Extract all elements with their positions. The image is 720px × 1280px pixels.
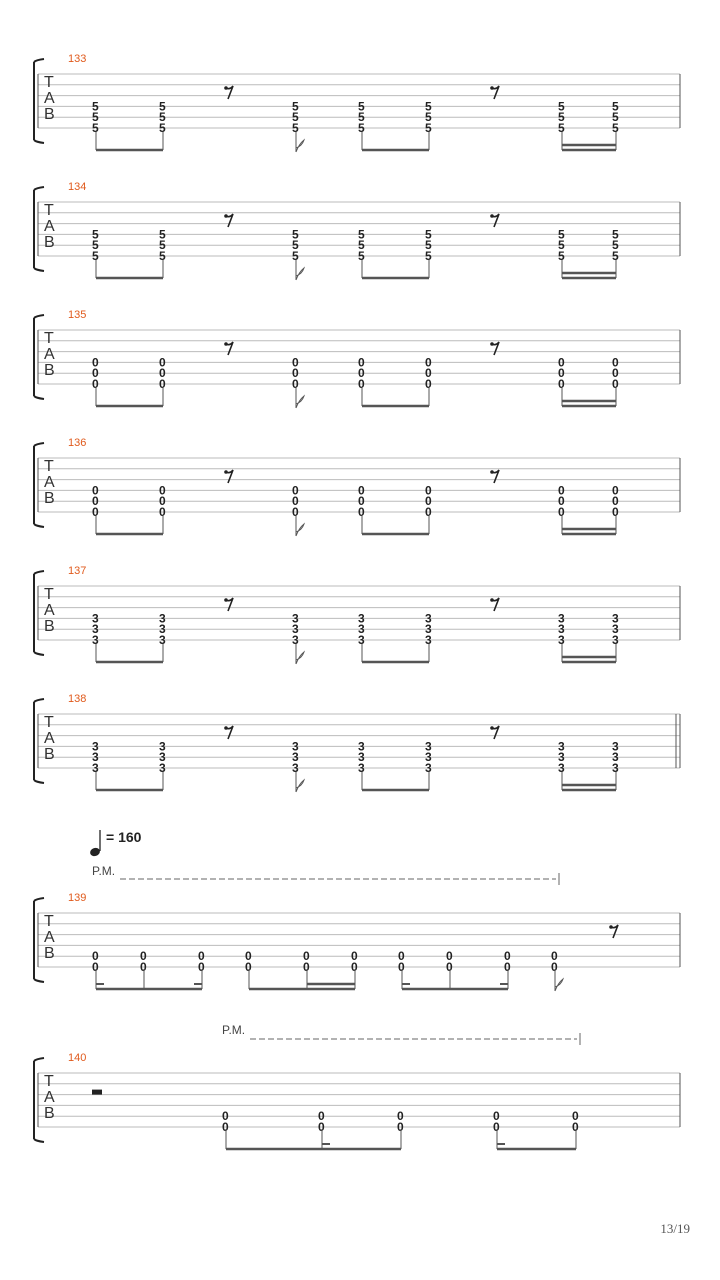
fret-number: 0 xyxy=(222,1120,229,1134)
fret-number: 0 xyxy=(558,494,565,509)
fret-number: 5 xyxy=(612,238,619,253)
eighth-rest-dot xyxy=(490,86,494,90)
fret-number: 0 xyxy=(358,366,365,381)
tab-clef-letter: T xyxy=(44,202,54,219)
fret-number: 0 xyxy=(612,355,619,370)
fret-number: 0 xyxy=(358,483,365,498)
fret-number: 5 xyxy=(358,249,365,263)
fret-number: 3 xyxy=(292,611,299,626)
fret-number: 0 xyxy=(140,949,147,964)
fret-number: 0 xyxy=(198,960,205,974)
tab-clef-letter: T xyxy=(44,330,54,347)
system-136 xyxy=(34,437,680,536)
fret-number: 5 xyxy=(92,110,99,125)
system-bracket xyxy=(34,898,44,982)
system-138 xyxy=(34,693,680,792)
fret-number: 5 xyxy=(612,110,619,125)
fret-number: 3 xyxy=(292,761,299,775)
measure-number: 136 xyxy=(68,437,87,449)
fret-number: 3 xyxy=(558,622,565,637)
fret-number: 3 xyxy=(612,611,619,626)
tab-clef-letter: B xyxy=(44,106,55,123)
tab-clef-letter: A xyxy=(44,90,55,107)
fret-number: 0 xyxy=(358,377,365,391)
fret-number: 3 xyxy=(425,633,432,647)
tab-clef-letter: T xyxy=(44,586,54,603)
system-bracket xyxy=(34,571,44,655)
fret-number: 0 xyxy=(92,483,99,498)
fret-number: 0 xyxy=(397,1109,404,1124)
fret-number: 5 xyxy=(612,121,619,135)
fret-number: 0 xyxy=(92,494,99,509)
fret-number: 5 xyxy=(92,249,99,263)
page-number: 13/19 xyxy=(660,1221,690,1236)
fret-number: 0 xyxy=(612,505,619,519)
fret-number: 3 xyxy=(159,739,166,754)
fret-number: 5 xyxy=(358,238,365,253)
fret-number: 5 xyxy=(558,227,565,242)
fret-number: 5 xyxy=(292,249,299,263)
measure-number: 140 xyxy=(68,1052,87,1064)
fret-number: 5 xyxy=(159,121,166,135)
fret-number: 0 xyxy=(198,949,205,964)
fret-number: 0 xyxy=(425,505,432,519)
fret-number: 0 xyxy=(572,1120,579,1134)
fret-number: 3 xyxy=(425,622,432,637)
fret-number: 0 xyxy=(222,1109,229,1124)
fret-number: 0 xyxy=(612,483,619,498)
fret-number: 3 xyxy=(612,633,619,647)
fret-number: 0 xyxy=(558,355,565,370)
eighth-rest-dot xyxy=(224,86,228,90)
eighth-rest-dot xyxy=(224,598,228,602)
fret-number: 0 xyxy=(92,355,99,370)
fret-number: 3 xyxy=(159,761,166,775)
tab-clef-letter: A xyxy=(44,929,55,946)
fret-number: 3 xyxy=(159,750,166,765)
fret-number: 5 xyxy=(292,99,299,114)
system-139 xyxy=(34,829,680,991)
fret-number: 5 xyxy=(425,249,432,263)
tab-clef-letter: B xyxy=(44,234,55,251)
fret-number: 0 xyxy=(318,1120,325,1134)
fret-number: 5 xyxy=(425,227,432,242)
note-flag xyxy=(296,780,304,792)
measure-number: 134 xyxy=(68,181,87,193)
eighth-rest-dot xyxy=(490,726,494,730)
fret-number: 5 xyxy=(159,227,166,242)
tab-clef-letter: A xyxy=(44,474,55,491)
tempo-marking: = 160 xyxy=(106,829,142,845)
system-134 xyxy=(34,181,680,280)
fret-number: 0 xyxy=(572,1109,579,1124)
fret-number: 5 xyxy=(558,99,565,114)
fret-number: 3 xyxy=(558,750,565,765)
fret-number: 0 xyxy=(303,960,310,974)
tab-clef-letter: B xyxy=(44,490,55,507)
fret-number: 5 xyxy=(159,110,166,125)
fret-number: 3 xyxy=(159,622,166,637)
fret-number: 0 xyxy=(551,949,558,964)
fret-number: 0 xyxy=(425,366,432,381)
eighth-rest-dot xyxy=(224,214,228,218)
fret-number: 3 xyxy=(92,750,99,765)
system-135 xyxy=(34,309,680,408)
fret-number: 0 xyxy=(318,1109,325,1124)
fret-number: 3 xyxy=(92,633,99,647)
fret-number: 3 xyxy=(558,761,565,775)
fret-number: 0 xyxy=(612,494,619,509)
fret-number: 5 xyxy=(612,99,619,114)
palm-mute-label: P.M. xyxy=(92,864,116,878)
note-flag xyxy=(296,524,304,536)
system-140 xyxy=(34,1023,680,1149)
fret-number: 3 xyxy=(425,761,432,775)
note-flag xyxy=(296,396,304,408)
fret-number: 5 xyxy=(159,249,166,263)
tab-clef-letter: T xyxy=(44,913,54,930)
fret-number: 0 xyxy=(558,377,565,391)
tab-clef-letter: B xyxy=(44,362,55,379)
fret-number: 0 xyxy=(504,960,511,974)
fret-number: 3 xyxy=(92,611,99,626)
fret-number: 5 xyxy=(92,121,99,135)
note-flag xyxy=(296,652,304,664)
fret-number: 3 xyxy=(425,739,432,754)
fret-number: 3 xyxy=(159,611,166,626)
system-133 xyxy=(34,53,680,152)
tab-clef-letter: B xyxy=(44,618,55,635)
fret-number: 0 xyxy=(398,960,405,974)
system-bracket xyxy=(34,1058,44,1142)
fret-number: 0 xyxy=(292,483,299,498)
fret-number: 5 xyxy=(358,121,365,135)
system-bracket xyxy=(34,315,44,399)
fret-number: 3 xyxy=(558,739,565,754)
note-flag xyxy=(555,979,563,991)
fret-number: 0 xyxy=(159,366,166,381)
fret-number: 5 xyxy=(92,99,99,114)
fret-number: 3 xyxy=(358,761,365,775)
fret-number: 3 xyxy=(92,761,99,775)
fret-number: 3 xyxy=(92,622,99,637)
fret-number: 0 xyxy=(493,1109,500,1124)
fret-number: 0 xyxy=(303,949,310,964)
fret-number: 5 xyxy=(558,121,565,135)
fret-number: 3 xyxy=(358,622,365,637)
fret-number: 0 xyxy=(292,494,299,509)
fret-number: 0 xyxy=(504,949,511,964)
eighth-rest-dot xyxy=(224,342,228,346)
fret-number: 3 xyxy=(612,739,619,754)
fret-number: 0 xyxy=(159,483,166,498)
system-bracket xyxy=(34,59,44,143)
fret-number: 0 xyxy=(292,505,299,519)
tab-clef-letter: A xyxy=(44,346,55,363)
fret-number: 0 xyxy=(245,949,252,964)
fret-number: 5 xyxy=(92,227,99,242)
eighth-rest-dot xyxy=(224,470,228,474)
fret-number: 3 xyxy=(159,633,166,647)
fret-number: 0 xyxy=(551,960,558,974)
fret-number: 0 xyxy=(351,960,358,974)
fret-number: 5 xyxy=(425,99,432,114)
fret-number: 0 xyxy=(558,505,565,519)
fret-number: 0 xyxy=(425,355,432,370)
fret-number: 0 xyxy=(425,377,432,391)
fret-number: 3 xyxy=(425,750,432,765)
fret-number: 3 xyxy=(292,739,299,754)
fret-number: 3 xyxy=(292,622,299,637)
fret-number: 5 xyxy=(425,110,432,125)
fret-number: 3 xyxy=(358,611,365,626)
fret-number: 0 xyxy=(292,366,299,381)
fret-number: 0 xyxy=(92,505,99,519)
tab-clef-letter: B xyxy=(44,746,55,763)
fret-number: 5 xyxy=(558,249,565,263)
fret-number: 0 xyxy=(558,366,565,381)
fret-number: 0 xyxy=(159,505,166,519)
fret-number: 3 xyxy=(425,611,432,626)
fret-number: 3 xyxy=(292,633,299,647)
system-bracket xyxy=(34,699,44,783)
measure-number: 139 xyxy=(68,892,87,904)
fret-number: 0 xyxy=(446,949,453,964)
eighth-rest-dot xyxy=(490,214,494,218)
system-bracket xyxy=(34,187,44,271)
fret-number: 5 xyxy=(292,110,299,125)
fret-number: 0 xyxy=(397,1120,404,1134)
system-bracket xyxy=(34,443,44,527)
half-rest xyxy=(92,1090,102,1095)
palm-mute-label: P.M. xyxy=(222,1023,246,1037)
tab-clef-letter: T xyxy=(44,1073,54,1090)
eighth-rest-dot xyxy=(490,342,494,346)
fret-number: 5 xyxy=(612,227,619,242)
measure-number: 138 xyxy=(68,693,87,705)
fret-number: 0 xyxy=(612,377,619,391)
note-flag xyxy=(296,268,304,280)
fret-number: 3 xyxy=(358,633,365,647)
fret-number: 0 xyxy=(425,483,432,498)
fret-number: 0 xyxy=(159,377,166,391)
eighth-rest-dot xyxy=(224,726,228,730)
fret-number: 0 xyxy=(358,505,365,519)
measure-number: 137 xyxy=(68,565,87,577)
fret-number: 0 xyxy=(446,960,453,974)
tab-clef-letter: A xyxy=(44,730,55,747)
fret-number: 0 xyxy=(292,377,299,391)
fret-number: 3 xyxy=(558,611,565,626)
fret-number: 5 xyxy=(159,238,166,253)
fret-number: 5 xyxy=(292,238,299,253)
fret-number: 0 xyxy=(351,949,358,964)
measure-number: 133 xyxy=(68,53,87,65)
fret-number: 3 xyxy=(92,739,99,754)
fret-number: 3 xyxy=(358,739,365,754)
fret-number: 5 xyxy=(358,110,365,125)
fret-number: 5 xyxy=(425,238,432,253)
fret-number: 5 xyxy=(159,99,166,114)
fret-number: 0 xyxy=(612,366,619,381)
fret-number: 3 xyxy=(358,750,365,765)
fret-number: 0 xyxy=(245,960,252,974)
quarter-note-head xyxy=(89,847,101,858)
measure-number: 135 xyxy=(68,309,87,321)
tab-clef-letter: A xyxy=(44,602,55,619)
fret-number: 0 xyxy=(398,949,405,964)
fret-number: 5 xyxy=(358,227,365,242)
fret-number: 0 xyxy=(425,494,432,509)
fret-number: 5 xyxy=(292,227,299,242)
fret-number: 5 xyxy=(558,110,565,125)
tab-clef-letter: T xyxy=(44,74,54,91)
fret-number: 3 xyxy=(612,622,619,637)
tab-clef-letter: A xyxy=(44,218,55,235)
fret-number: 0 xyxy=(558,483,565,498)
fret-number: 0 xyxy=(92,366,99,381)
fret-number: 3 xyxy=(612,750,619,765)
fret-number: 5 xyxy=(92,238,99,253)
tab-clef-letter: T xyxy=(44,714,54,731)
fret-number: 3 xyxy=(558,633,565,647)
fret-number: 0 xyxy=(92,949,99,964)
fret-number: 5 xyxy=(558,238,565,253)
fret-number: 0 xyxy=(92,377,99,391)
tab-clef-letter: A xyxy=(44,1089,55,1106)
fret-number: 5 xyxy=(292,121,299,135)
tab-clef-letter: T xyxy=(44,458,54,475)
fret-number: 5 xyxy=(612,249,619,263)
fret-number: 3 xyxy=(292,750,299,765)
fret-number: 3 xyxy=(612,761,619,775)
fret-number: 5 xyxy=(425,121,432,135)
fret-number: 0 xyxy=(140,960,147,974)
fret-number: 0 xyxy=(159,494,166,509)
fret-number: 0 xyxy=(159,355,166,370)
tab-clef-letter: B xyxy=(44,1105,55,1122)
fret-number: 0 xyxy=(92,960,99,974)
fret-number: 5 xyxy=(358,99,365,114)
fret-number: 0 xyxy=(493,1120,500,1134)
eighth-rest-dot xyxy=(609,925,613,929)
tab-clef-letter: B xyxy=(44,945,55,962)
system-137 xyxy=(34,565,680,664)
fret-number: 0 xyxy=(358,494,365,509)
fret-number: 0 xyxy=(292,355,299,370)
eighth-rest-dot xyxy=(490,598,494,602)
fret-number: 0 xyxy=(358,355,365,370)
note-flag xyxy=(296,140,304,152)
eighth-rest-dot xyxy=(490,470,494,474)
